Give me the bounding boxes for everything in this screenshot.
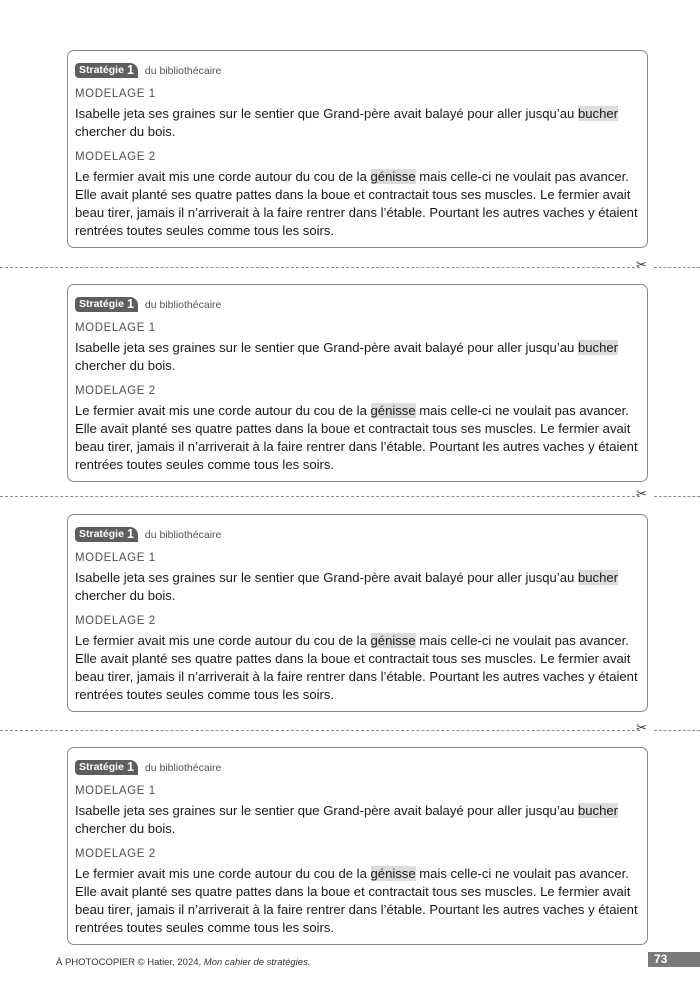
card-subtitle: du bibliothécaire bbox=[144, 298, 222, 311]
cut-line bbox=[0, 258, 700, 273]
highlighted-word: bucher bbox=[577, 340, 618, 355]
highlighted-word: bucher bbox=[577, 803, 618, 818]
modelage2-text: Le fermier avait mis une corde autour du cou de la génisse mais celle-ci ne voulait pas avancer. Elle avait planté ses quatre pattes dans la boue et contractait tous ses muscles. Le fermier avait beau tirer, jamais il n’arriverait à la faire rentrer dans l’étable. Pourtant les autres vaches y étaient rentrées toutes seules comme tous les soirs. bbox=[75, 866, 638, 935]
modelage1-text: Isabelle jeta ses graines sur le sentier que Grand-père avait balayé pour aller jusqu’au bucher chercher du bois. bbox=[75, 340, 618, 373]
highlighted-word: génisse bbox=[370, 866, 416, 881]
strategy-badge: Stratégie 1 bbox=[75, 297, 138, 312]
card-header bbox=[75, 527, 639, 542]
strategy-badge: Stratégie 1 bbox=[75, 63, 138, 78]
cut-line bbox=[0, 721, 700, 736]
modelage2-text: Le fermier avait mis une corde autour du cou de la génisse mais celle-ci ne voulait pas avancer. Elle avait planté ses quatre pattes dans la boue et contractait tous ses muscles. Le fermier avait beau tirer, jamais il n’arriverait à la faire rentrer dans l’étable. Pourtant les autres vaches y étaient rentrées toutes seules comme tous les soirs. bbox=[75, 169, 638, 238]
modelage2-label: MODELAGE 2 bbox=[75, 151, 156, 163]
strategy-card-4 bbox=[67, 747, 648, 945]
card-header bbox=[75, 63, 639, 78]
page-footer: À PHOTOCOPIER © Hatier, 2024, Mon cahier de stratégies. bbox=[56, 957, 311, 968]
scissors-icon: ✂ bbox=[636, 258, 647, 273]
modelage1-label: MODELAGE 1 bbox=[75, 785, 156, 797]
modelage2-label: MODELAGE 2 bbox=[75, 848, 156, 860]
strategy-card-3 bbox=[67, 514, 648, 712]
modelage2-label: MODELAGE 2 bbox=[75, 385, 156, 397]
strategy-card-2 bbox=[67, 284, 648, 482]
card-subtitle: du bibliothécaire bbox=[144, 761, 222, 774]
card-subtitle: du bibliothécaire bbox=[144, 528, 222, 541]
strategy-badge: Stratégie 1 bbox=[75, 760, 138, 775]
highlighted-word: bucher bbox=[577, 570, 618, 585]
modelage1-text: Isabelle jeta ses graines sur le sentier que Grand-père avait balayé pour aller jusqu’au bucher chercher du bois. bbox=[75, 570, 618, 603]
modelage2-text: Le fermier avait mis une corde autour du cou de la génisse mais celle-ci ne voulait pas avancer. Elle avait planté ses quatre pattes dans la boue et contractait tous ses muscles. Le fermier avait beau tirer, jamais il n’arriverait à la faire rentrer dans l’étable. Pourtant les autres vaches y étaient rentrées toutes seules comme tous les soirs. bbox=[75, 633, 638, 702]
modelage1-label: MODELAGE 1 bbox=[75, 88, 156, 100]
scissors-icon: ✂ bbox=[636, 487, 647, 502]
card-header bbox=[75, 760, 639, 775]
strategy-badge: Stratégie 1 bbox=[75, 527, 138, 542]
highlighted-word: génisse bbox=[370, 169, 416, 184]
scissors-icon: ✂ bbox=[636, 721, 647, 736]
modelage2-text: Le fermier avait mis une corde autour du cou de la génisse mais celle-ci ne voulait pas avancer. Elle avait planté ses quatre pattes dans la boue et contractait tous ses muscles. Le fermier avait beau tirer, jamais il n’arriverait à la faire rentrer dans l’étable. Pourtant les autres vaches y étaient rentrées toutes seules comme tous les soirs. bbox=[75, 403, 638, 472]
highlighted-word: bucher bbox=[577, 106, 618, 121]
cut-line bbox=[0, 487, 700, 502]
modelage1-text: Isabelle jeta ses graines sur le sentier que Grand-père avait balayé pour aller jusqu’au bucher chercher du bois. bbox=[75, 106, 618, 139]
card-header bbox=[75, 297, 639, 312]
highlighted-word: génisse bbox=[370, 633, 416, 648]
card-subtitle: du bibliothécaire bbox=[144, 64, 222, 77]
highlighted-word: génisse bbox=[370, 403, 416, 418]
modelage1-label: MODELAGE 1 bbox=[75, 552, 156, 564]
modelage2-label: MODELAGE 2 bbox=[75, 615, 156, 627]
modelage1-label: MODELAGE 1 bbox=[75, 322, 156, 334]
page-number: 73 bbox=[648, 952, 700, 967]
modelage1-text: Isabelle jeta ses graines sur le sentier que Grand-père avait balayé pour aller jusqu’au bucher chercher du bois. bbox=[75, 803, 618, 836]
strategy-card-1 bbox=[67, 50, 648, 248]
